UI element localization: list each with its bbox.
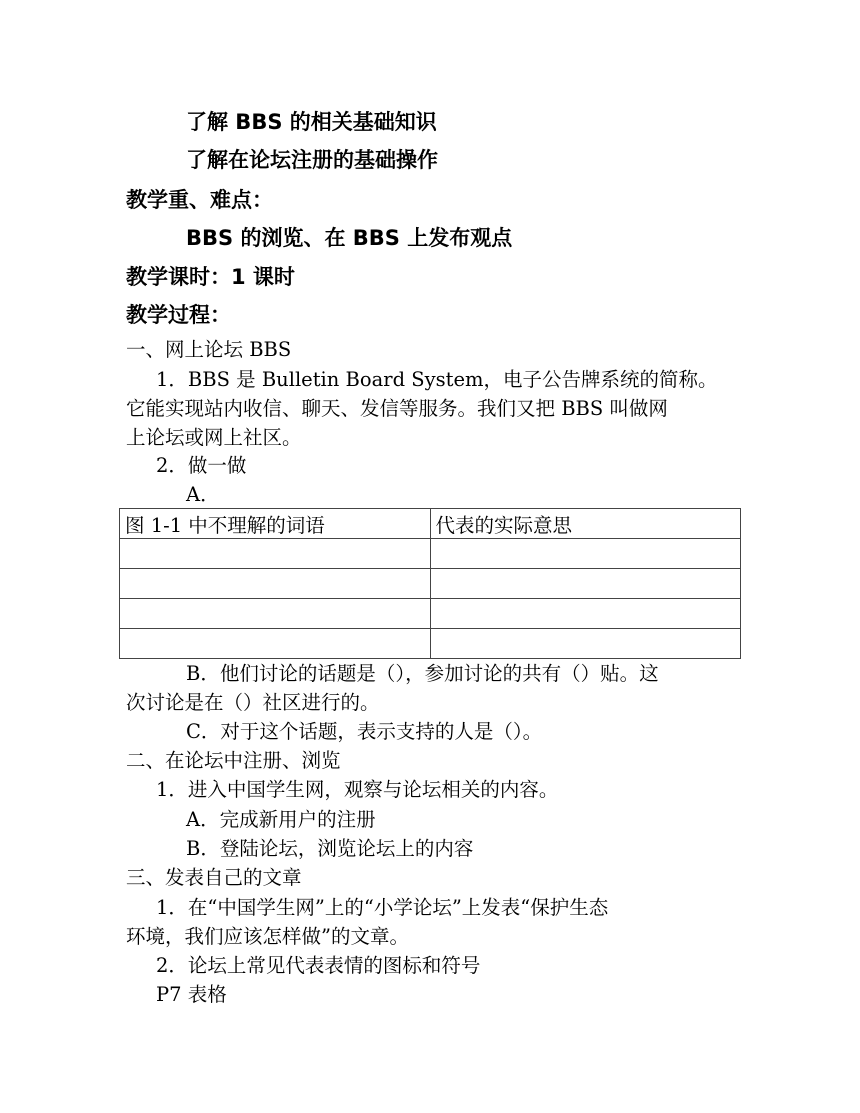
section-3-item-1-line-2: 环境，我们应该怎样做”的文章。 xyxy=(126,925,409,948)
key-points-content: BBS 的浏览、在 BBS 上发布观点 xyxy=(186,226,513,250)
section-3-p7-table-ref: P7 表格 xyxy=(156,983,227,1006)
section-3-title: 三、发表自己的文章 xyxy=(126,866,302,889)
section-2-item-1-b: B．登陆论坛，浏览论坛上的内容 xyxy=(186,837,474,860)
objective-line-1: 了解 BBS 的相关基础知识 xyxy=(186,110,437,134)
section-1-item-1-line-3: 上论坛或网上社区。 xyxy=(126,426,302,449)
question-b-line-1: B．他们讨论的话题是（），参加讨论的共有（）贴。这 xyxy=(186,662,659,685)
section-2-item-1: 1．进入中国学生网，观察与论坛相关的内容。 xyxy=(156,778,559,801)
table-cell xyxy=(120,539,431,569)
table-row xyxy=(120,629,741,659)
section-2-item-1-a: A．完成新用户的注册 xyxy=(186,808,376,831)
table-cell xyxy=(120,629,431,659)
section-1-item-2: 2．做一做 xyxy=(156,454,247,477)
vocabulary-table xyxy=(119,508,741,659)
table-cell xyxy=(430,629,741,659)
table-cell xyxy=(430,599,741,629)
question-b-line-2: 次讨论是在（）社区进行的。 xyxy=(126,691,380,714)
section-1-item-1-line-2: 它能实现站内收信、聊天、发信等服务。我们又把 BBS 叫做网 xyxy=(126,397,668,420)
objective-line-2: 了解在论坛注册的基础操作 xyxy=(186,148,438,172)
section-1-item-2-a: A． xyxy=(186,483,220,506)
table-cell xyxy=(430,569,741,599)
table-header-cell: 图 1-1 中不理解的词语 xyxy=(120,509,431,539)
table-cell xyxy=(120,569,431,599)
table-header-cell: 代表的实际意思 xyxy=(430,509,741,539)
table-cell xyxy=(430,539,741,569)
section-3-item-1-line-1: 1．在“中国学生网”上的“小学论坛”上发表“保护生态 xyxy=(156,896,609,919)
section-1-item-1-line-1: 1．BBS 是 Bulletin Board System，电子公告牌系统的简称。 xyxy=(156,368,718,391)
table-row xyxy=(120,569,741,599)
teaching-process-heading: 教学过程： xyxy=(126,303,231,327)
section-1-title: 一、网上论坛 BBS xyxy=(126,338,292,361)
section-2-title: 二、在论坛中注册、浏览 xyxy=(126,749,341,772)
class-hours-heading: 教学课时：1 课时 xyxy=(126,265,295,289)
table-header-row xyxy=(120,509,741,539)
table-row xyxy=(120,599,741,629)
question-c: C．对于这个话题，表示支持的人是（）。 xyxy=(186,720,543,743)
table-cell xyxy=(120,599,431,629)
table-row xyxy=(120,539,741,569)
section-3-item-2: 2．论坛上常见代表表情的图标和符号 xyxy=(156,954,481,977)
key-points-heading: 教学重、难点： xyxy=(126,188,273,212)
